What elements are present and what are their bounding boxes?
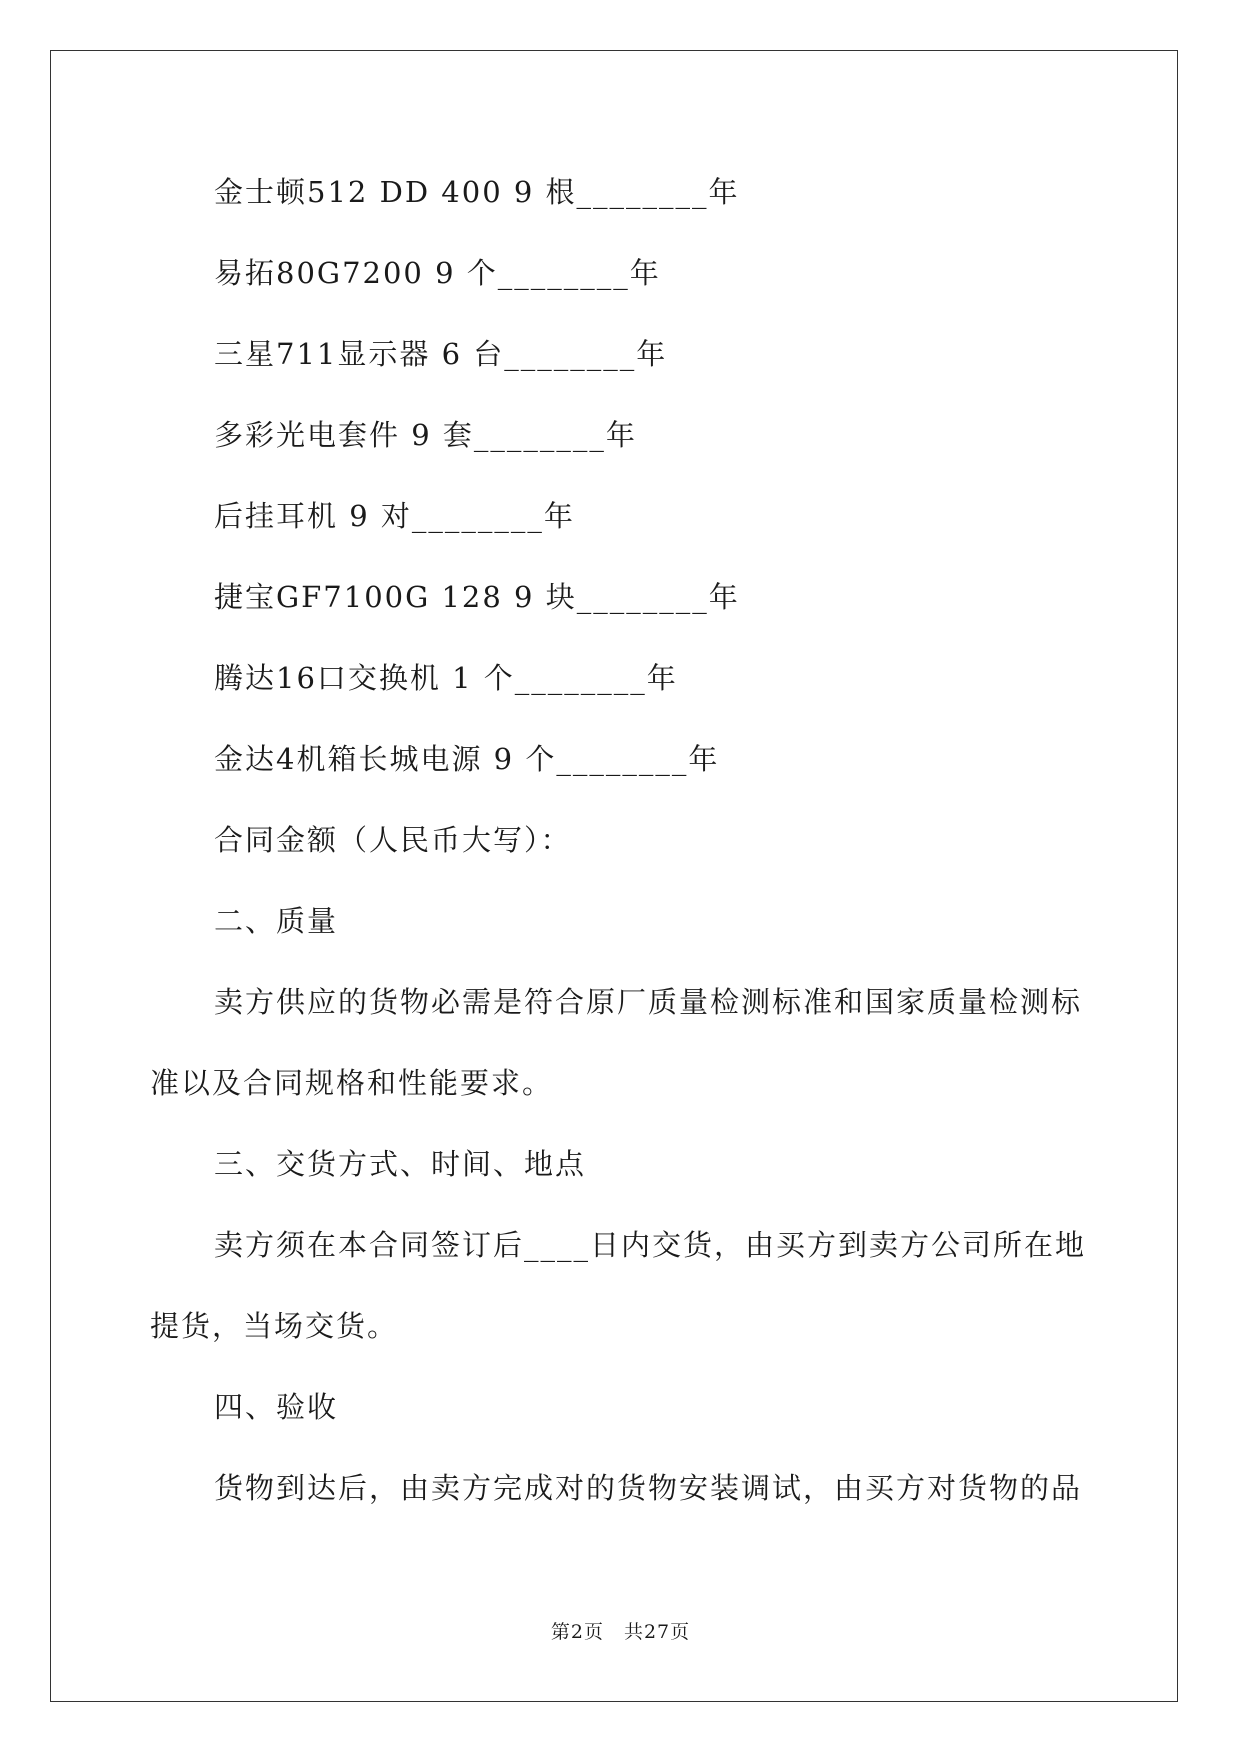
section-heading-quality: 二、质量	[214, 904, 339, 938]
paragraph-acceptance-line-1: 货物到达后，由卖方完成对的货物安装调试，由买方对货物的品	[214, 1471, 1083, 1505]
section-heading-acceptance: 四、验收	[214, 1390, 339, 1424]
page-number-footer: 第2页 共27页	[550, 1621, 691, 1643]
item-line-switch: 腾达16口交换机 1 个________年	[214, 661, 678, 695]
item-line-case-power: 金达4机箱长城电源 9 个________年	[214, 742, 720, 776]
page-border	[50, 50, 1178, 1702]
section-heading-delivery: 三、交货方式、时间、地点	[214, 1147, 587, 1181]
item-line-hard-drive: 易拓80G7200 9 个________年	[214, 256, 661, 290]
item-line-kit: 多彩光电套件 9 套________年	[214, 418, 637, 452]
paragraph-delivery-line-1: 卖方须在本合同签订后____日内交货，由买方到卖方公司所在地	[214, 1228, 1087, 1262]
item-line-kingston-memory: 金士顿512 DD 400 9 根________年	[214, 175, 740, 209]
item-line-graphics-card: 捷宝GF7100G 128 9 块________年	[214, 580, 740, 614]
item-line-monitor: 三星711显示器 6 台________年	[214, 337, 668, 371]
paragraph-delivery-line-2: 提货，当场交货。	[150, 1309, 399, 1343]
item-line-headphones: 后挂耳机 9 对________年	[214, 499, 575, 533]
paragraph-quality-line-2: 准以及合同规格和性能要求。	[150, 1066, 554, 1100]
contract-amount-line: 合同金额（人民币大写）：	[214, 823, 572, 857]
paragraph-quality-line-1: 卖方供应的货物必需是符合原厂质量检测标准和国家质量检测标	[214, 985, 1083, 1019]
